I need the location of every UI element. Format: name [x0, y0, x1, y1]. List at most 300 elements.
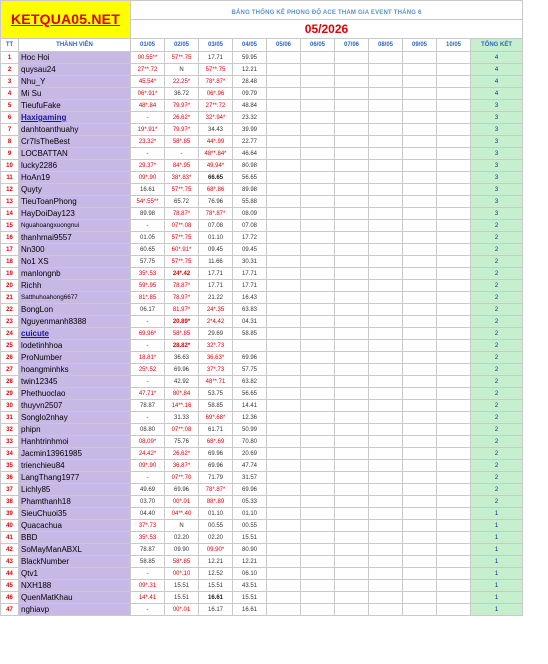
- empty-score-cell: [301, 532, 335, 544]
- row-index: 5: [1, 100, 19, 112]
- table-row: [1, 580, 523, 592]
- empty-score-cell: [403, 100, 437, 112]
- total-cell: 2: [471, 448, 523, 460]
- empty-score-cell: [403, 328, 437, 340]
- score-cell: 57**.75: [165, 52, 199, 64]
- member-name-link[interactable]: BBD: [19, 532, 131, 544]
- empty-score-cell: [437, 412, 471, 424]
- empty-score-cell: [301, 88, 335, 100]
- empty-score-cell: [369, 448, 403, 460]
- score-cell: 48**.84*: [199, 148, 233, 160]
- total-cell: 2: [471, 400, 523, 412]
- empty-score-cell: [437, 244, 471, 256]
- empty-score-cell: [267, 88, 301, 100]
- total-cell: 3: [471, 100, 523, 112]
- score-cell: 42.92: [165, 376, 199, 388]
- member-name-link[interactable]: phipn: [19, 424, 131, 436]
- empty-score-cell: [369, 316, 403, 328]
- total-cell: 2: [471, 220, 523, 232]
- empty-score-cell: [335, 136, 369, 148]
- row-index: 38: [1, 496, 19, 508]
- member-name-link[interactable]: Cr7IsTheBest: [19, 136, 131, 148]
- score-cell: 32*.73: [199, 340, 233, 352]
- member-name-link[interactable]: Satthuhoahong6677: [19, 292, 131, 304]
- empty-score-cell: [267, 64, 301, 76]
- score-cell: 69*.68*: [199, 412, 233, 424]
- empty-score-cell: [403, 400, 437, 412]
- row-index: 31: [1, 412, 19, 424]
- score-cell: 78.97*: [165, 292, 199, 304]
- score-cell: N: [165, 520, 199, 532]
- table-title: BẢNG THỐNG KÊ PHONG ĐỘ ACE THAM GIA EVENT THÁNG 6: [231, 10, 422, 16]
- total-cell: 2: [471, 496, 523, 508]
- score-cell: 00*.10: [165, 568, 199, 580]
- total-cell: 1: [471, 592, 523, 604]
- empty-score-cell: [437, 520, 471, 532]
- empty-score-cell: [267, 604, 301, 616]
- empty-score-cell: [369, 136, 403, 148]
- empty-score-cell: [369, 52, 403, 64]
- empty-score-cell: [301, 280, 335, 292]
- row-index: 20: [1, 280, 19, 292]
- table-row: [1, 280, 523, 292]
- empty-score-cell: [335, 244, 369, 256]
- empty-score-cell: [403, 460, 437, 472]
- empty-score-cell: [335, 520, 369, 532]
- header-date: 07/06: [335, 39, 369, 52]
- score-cell: 69.96: [233, 352, 267, 364]
- score-cell: 69.96: [233, 484, 267, 496]
- empty-score-cell: [437, 100, 471, 112]
- empty-score-cell: [437, 124, 471, 136]
- score-cell: 58*.85: [165, 136, 199, 148]
- table-row: [1, 100, 523, 112]
- member-name-link[interactable]: Haxigaming: [19, 112, 131, 124]
- score-cell: 12.21: [233, 64, 267, 76]
- score-cell: 12.36: [233, 412, 267, 424]
- member-name-link[interactable]: thanhmai9557: [19, 232, 131, 244]
- score-cell: 31.33: [165, 412, 199, 424]
- total-cell: 1: [471, 604, 523, 616]
- score-cell: 88*.89: [199, 496, 233, 508]
- member-name-link[interactable]: nghiavp: [19, 604, 131, 616]
- empty-score-cell: [403, 556, 437, 568]
- score-cell: 2*4.42: [199, 316, 233, 328]
- table-row: [1, 184, 523, 196]
- table-row: [1, 172, 523, 184]
- table-row: [1, 520, 523, 532]
- member-name-link[interactable]: Nguyenmanh8388: [19, 316, 131, 328]
- member-name-link[interactable]: QuenMatKhau: [19, 592, 131, 604]
- total-cell: 2: [471, 292, 523, 304]
- empty-score-cell: [335, 208, 369, 220]
- row-index: 46: [1, 592, 19, 604]
- row-index: 23: [1, 316, 19, 328]
- empty-score-cell: [369, 496, 403, 508]
- score-cell: 68*.86: [199, 184, 233, 196]
- score-cell: 48.84: [233, 100, 267, 112]
- score-cell: 78*.87*: [199, 208, 233, 220]
- score-cell: 78.87: [131, 400, 165, 412]
- empty-score-cell: [267, 100, 301, 112]
- score-cell: 28.82*: [165, 340, 199, 352]
- score-cell: 07**.08: [165, 424, 199, 436]
- row-index: 36: [1, 472, 19, 484]
- header-date: 04/05: [233, 39, 267, 52]
- score-cell: 56.65: [233, 172, 267, 184]
- empty-score-cell: [267, 448, 301, 460]
- score-cell: 27**.72: [131, 64, 165, 76]
- total-cell: 3: [471, 148, 523, 160]
- empty-score-cell: [267, 520, 301, 532]
- empty-score-cell: [369, 112, 403, 124]
- score-cell: 78*.87*: [199, 484, 233, 496]
- member-name-link[interactable]: SieuChuoi35: [19, 508, 131, 520]
- score-cell: 38*.83*: [165, 172, 199, 184]
- empty-score-cell: [301, 304, 335, 316]
- score-cell: -: [131, 604, 165, 616]
- row-index: 14: [1, 208, 19, 220]
- member-name-link[interactable]: Quyty: [19, 184, 131, 196]
- row-index: 35: [1, 460, 19, 472]
- total-cell: 2: [471, 280, 523, 292]
- empty-score-cell: [267, 256, 301, 268]
- empty-score-cell: [437, 424, 471, 436]
- member-name-link[interactable]: BlackNumber: [19, 556, 131, 568]
- score-cell: 15.51: [233, 592, 267, 604]
- empty-score-cell: [437, 604, 471, 616]
- row-index: 19: [1, 268, 19, 280]
- score-cell: 22.25*: [165, 76, 199, 88]
- empty-score-cell: [267, 412, 301, 424]
- empty-score-cell: [267, 508, 301, 520]
- empty-score-cell: [437, 460, 471, 472]
- empty-score-cell: [403, 484, 437, 496]
- score-cell: 04.40: [131, 508, 165, 520]
- empty-score-cell: [403, 232, 437, 244]
- table-row: [1, 484, 523, 496]
- score-cell: 17.71: [233, 280, 267, 292]
- score-cell: 09.45: [199, 244, 233, 256]
- empty-score-cell: [335, 544, 369, 556]
- total-cell: 3: [471, 112, 523, 124]
- empty-score-cell: [369, 328, 403, 340]
- total-cell: 4: [471, 52, 523, 64]
- total-cell: 3: [471, 136, 523, 148]
- empty-score-cell: [369, 580, 403, 592]
- member-name-link[interactable]: Hoc Hoi: [19, 52, 131, 64]
- empty-score-cell: [301, 568, 335, 580]
- table-row: [1, 460, 523, 472]
- empty-score-cell: [267, 496, 301, 508]
- empty-score-cell: [403, 136, 437, 148]
- empty-score-cell: [335, 340, 369, 352]
- empty-score-cell: [301, 328, 335, 340]
- score-cell: 07.08: [199, 220, 233, 232]
- score-cell: 58.85: [233, 328, 267, 340]
- empty-score-cell: [301, 376, 335, 388]
- score-cell: 57.75: [131, 256, 165, 268]
- score-cell: 09.90*: [199, 544, 233, 556]
- empty-score-cell: [301, 292, 335, 304]
- score-cell: -: [131, 472, 165, 484]
- empty-score-cell: [437, 448, 471, 460]
- empty-score-cell: [335, 304, 369, 316]
- score-cell: 47.71*: [131, 388, 165, 400]
- empty-score-cell: [437, 472, 471, 484]
- empty-score-cell: [267, 244, 301, 256]
- score-cell: 30.31: [233, 256, 267, 268]
- member-name-link[interactable]: ProNumber: [19, 352, 131, 364]
- empty-score-cell: [335, 568, 369, 580]
- empty-score-cell: [301, 496, 335, 508]
- empty-score-cell: [267, 352, 301, 364]
- empty-score-cell: [437, 376, 471, 388]
- score-cell: 45.54*: [131, 76, 165, 88]
- row-index: 34: [1, 448, 19, 460]
- empty-score-cell: [335, 316, 369, 328]
- empty-score-cell: [437, 328, 471, 340]
- score-cell: 08.80: [131, 424, 165, 436]
- row-index: 3: [1, 76, 19, 88]
- empty-score-cell: [267, 268, 301, 280]
- empty-score-cell: [369, 484, 403, 496]
- empty-score-cell: [267, 328, 301, 340]
- row-index: 26: [1, 352, 19, 364]
- empty-score-cell: [301, 520, 335, 532]
- table-row: [1, 148, 523, 160]
- score-cell: 46.64: [233, 148, 267, 160]
- score-cell: -: [131, 148, 165, 160]
- row-index: 45: [1, 580, 19, 592]
- score-cell: 58*.85: [165, 556, 199, 568]
- empty-score-cell: [369, 124, 403, 136]
- total-cell: 1: [471, 580, 523, 592]
- member-name-link[interactable]: Richh: [19, 280, 131, 292]
- table-row: [1, 508, 523, 520]
- empty-score-cell: [301, 544, 335, 556]
- member-name-link[interactable]: No1 XS: [19, 256, 131, 268]
- member-name-link[interactable]: HayDoiDay123: [19, 208, 131, 220]
- empty-score-cell: [335, 508, 369, 520]
- score-cell: 09*.90: [131, 460, 165, 472]
- member-name-link[interactable]: hoangminhks: [19, 364, 131, 376]
- member-name-link[interactable]: twin12345: [19, 376, 131, 388]
- score-cell: -: [131, 112, 165, 124]
- total-cell: 2: [471, 388, 523, 400]
- empty-score-cell: [437, 232, 471, 244]
- member-name-link[interactable]: HoAn19: [19, 172, 131, 184]
- score-cell: 63.82: [233, 376, 267, 388]
- row-index: 27: [1, 364, 19, 376]
- score-cell: 63.83: [233, 304, 267, 316]
- score-cell: 17.71: [199, 280, 233, 292]
- member-name-link[interactable]: TieuToanPhong: [19, 196, 131, 208]
- empty-score-cell: [369, 220, 403, 232]
- member-name-link[interactable]: Quacachua: [19, 520, 131, 532]
- empty-score-cell: [437, 556, 471, 568]
- score-cell: 12.21: [233, 556, 267, 568]
- empty-score-cell: [335, 64, 369, 76]
- member-name-link[interactable]: trienchieu84: [19, 460, 131, 472]
- score-cell: 37*.73: [199, 364, 233, 376]
- score-cell: 24.42*: [131, 448, 165, 460]
- empty-score-cell: [335, 400, 369, 412]
- empty-score-cell: [335, 532, 369, 544]
- score-cell: 81.97*: [165, 304, 199, 316]
- score-cell: 59.95: [233, 52, 267, 64]
- empty-score-cell: [403, 340, 437, 352]
- empty-score-cell: [403, 160, 437, 172]
- row-index: 1: [1, 52, 19, 64]
- member-name-link[interactable]: Phethuoclao: [19, 388, 131, 400]
- empty-score-cell: [437, 196, 471, 208]
- empty-score-cell: [335, 268, 369, 280]
- empty-score-cell: [369, 76, 403, 88]
- empty-score-cell: [437, 220, 471, 232]
- empty-score-cell: [369, 592, 403, 604]
- total-cell: 3: [471, 208, 523, 220]
- member-name-link[interactable]: Nn300: [19, 244, 131, 256]
- empty-score-cell: [267, 400, 301, 412]
- member-name-link[interactable]: Songlo2nhay: [19, 412, 131, 424]
- empty-score-cell: [369, 196, 403, 208]
- score-cell: 16.43: [233, 292, 267, 304]
- score-cell: 28.48: [233, 76, 267, 88]
- table-row: [1, 400, 523, 412]
- empty-score-cell: [369, 340, 403, 352]
- empty-score-cell: [335, 592, 369, 604]
- empty-score-cell: [335, 112, 369, 124]
- score-cell: -: [131, 220, 165, 232]
- table-row: [1, 436, 523, 448]
- empty-score-cell: [267, 196, 301, 208]
- row-index: 29: [1, 388, 19, 400]
- member-name-link[interactable]: Qtv1: [19, 568, 131, 580]
- score-cell: 16.61: [233, 604, 267, 616]
- total-cell: 1: [471, 508, 523, 520]
- empty-score-cell: [403, 448, 437, 460]
- table-row: [1, 532, 523, 544]
- member-name-link[interactable]: Mi Su: [19, 88, 131, 100]
- empty-score-cell: [335, 196, 369, 208]
- empty-score-cell: [335, 52, 369, 64]
- table-row: [1, 256, 523, 268]
- empty-score-cell: [301, 556, 335, 568]
- member-name-link[interactable]: Hanhtrinhmoi: [19, 436, 131, 448]
- empty-score-cell: [403, 304, 437, 316]
- row-index: 47: [1, 604, 19, 616]
- row-index: 30: [1, 400, 19, 412]
- empty-score-cell: [267, 148, 301, 160]
- member-name-link[interactable]: manlongnb: [19, 268, 131, 280]
- empty-score-cell: [267, 460, 301, 472]
- header-row: [1, 39, 523, 52]
- score-cell: 69.96: [165, 484, 199, 496]
- empty-score-cell: [335, 484, 369, 496]
- score-cell: 50.99: [233, 424, 267, 436]
- total-cell: 3: [471, 160, 523, 172]
- score-cell: 22.77: [233, 136, 267, 148]
- empty-score-cell: [301, 364, 335, 376]
- score-cell: 01.05: [131, 232, 165, 244]
- empty-score-cell: [437, 280, 471, 292]
- score-cell: 80*.84: [165, 388, 199, 400]
- score-cell: 81*.85: [131, 292, 165, 304]
- member-name-link[interactable]: NXH188: [19, 580, 131, 592]
- empty-score-cell: [437, 580, 471, 592]
- member-name-link[interactable]: Nhu_Y: [19, 76, 131, 88]
- empty-score-cell: [403, 76, 437, 88]
- row-index: 7: [1, 124, 19, 136]
- score-cell: 49.69: [131, 484, 165, 496]
- member-name-link[interactable]: lodetinhhoa: [19, 340, 131, 352]
- member-name-link[interactable]: quysau24: [19, 64, 131, 76]
- member-name-link[interactable]: lucky2286: [19, 160, 131, 172]
- total-cell: 2: [471, 376, 523, 388]
- score-cell: 57**.75: [165, 232, 199, 244]
- empty-score-cell: [335, 472, 369, 484]
- score-cell: 26.62*: [165, 112, 199, 124]
- member-name-link[interactable]: Nguahoangxuongnui: [19, 220, 131, 232]
- table-row: [1, 472, 523, 484]
- empty-score-cell: [301, 604, 335, 616]
- score-cell: 60*.91*: [165, 244, 199, 256]
- score-cell: 36.72: [165, 88, 199, 100]
- member-name-link[interactable]: TieufuFake: [19, 100, 131, 112]
- score-cell: 34.43: [199, 124, 233, 136]
- site-logo[interactable]: KETQUA05.NET: [11, 10, 120, 27]
- total-cell: 1: [471, 556, 523, 568]
- empty-score-cell: [437, 592, 471, 604]
- empty-score-cell: [369, 388, 403, 400]
- member-name-link[interactable]: LangThang1977: [19, 472, 131, 484]
- score-cell: 59*.95: [131, 280, 165, 292]
- empty-score-cell: [267, 544, 301, 556]
- score-cell: 24*.42: [165, 268, 199, 280]
- score-cell: 18.81*: [131, 352, 165, 364]
- member-name-link[interactable]: BongLon: [19, 304, 131, 316]
- total-cell: 4: [471, 64, 523, 76]
- empty-score-cell: [369, 268, 403, 280]
- table-row: [1, 352, 523, 364]
- member-name-link[interactable]: Phamthanh18: [19, 496, 131, 508]
- empty-score-cell: [437, 316, 471, 328]
- empty-score-cell: [335, 424, 369, 436]
- score-cell: 75.76: [165, 436, 199, 448]
- member-name-link[interactable]: danhtoanthuahy: [19, 124, 131, 136]
- empty-score-cell: [437, 52, 471, 64]
- score-cell: 80.98: [233, 160, 267, 172]
- empty-score-cell: [301, 100, 335, 112]
- member-name-link[interactable]: thuyvn2507: [19, 400, 131, 412]
- score-cell: 02.20: [165, 532, 199, 544]
- member-name-link[interactable]: Jacmin13961985: [19, 448, 131, 460]
- member-name-link[interactable]: LOCBATTAN: [19, 148, 131, 160]
- table-row: [1, 364, 523, 376]
- empty-score-cell: [267, 160, 301, 172]
- score-cell: 69.96: [199, 460, 233, 472]
- member-name-link[interactable]: Lichly85: [19, 484, 131, 496]
- member-name-link[interactable]: cuicute: [19, 328, 131, 340]
- empty-score-cell: [437, 208, 471, 220]
- member-name-link[interactable]: SoMayManABXL: [19, 544, 131, 556]
- score-cell: 00.55: [233, 520, 267, 532]
- empty-score-cell: [369, 532, 403, 544]
- score-cell: 68*.69: [199, 436, 233, 448]
- header-date: 05/06: [267, 39, 301, 52]
- score-cell: 25*.52: [131, 364, 165, 376]
